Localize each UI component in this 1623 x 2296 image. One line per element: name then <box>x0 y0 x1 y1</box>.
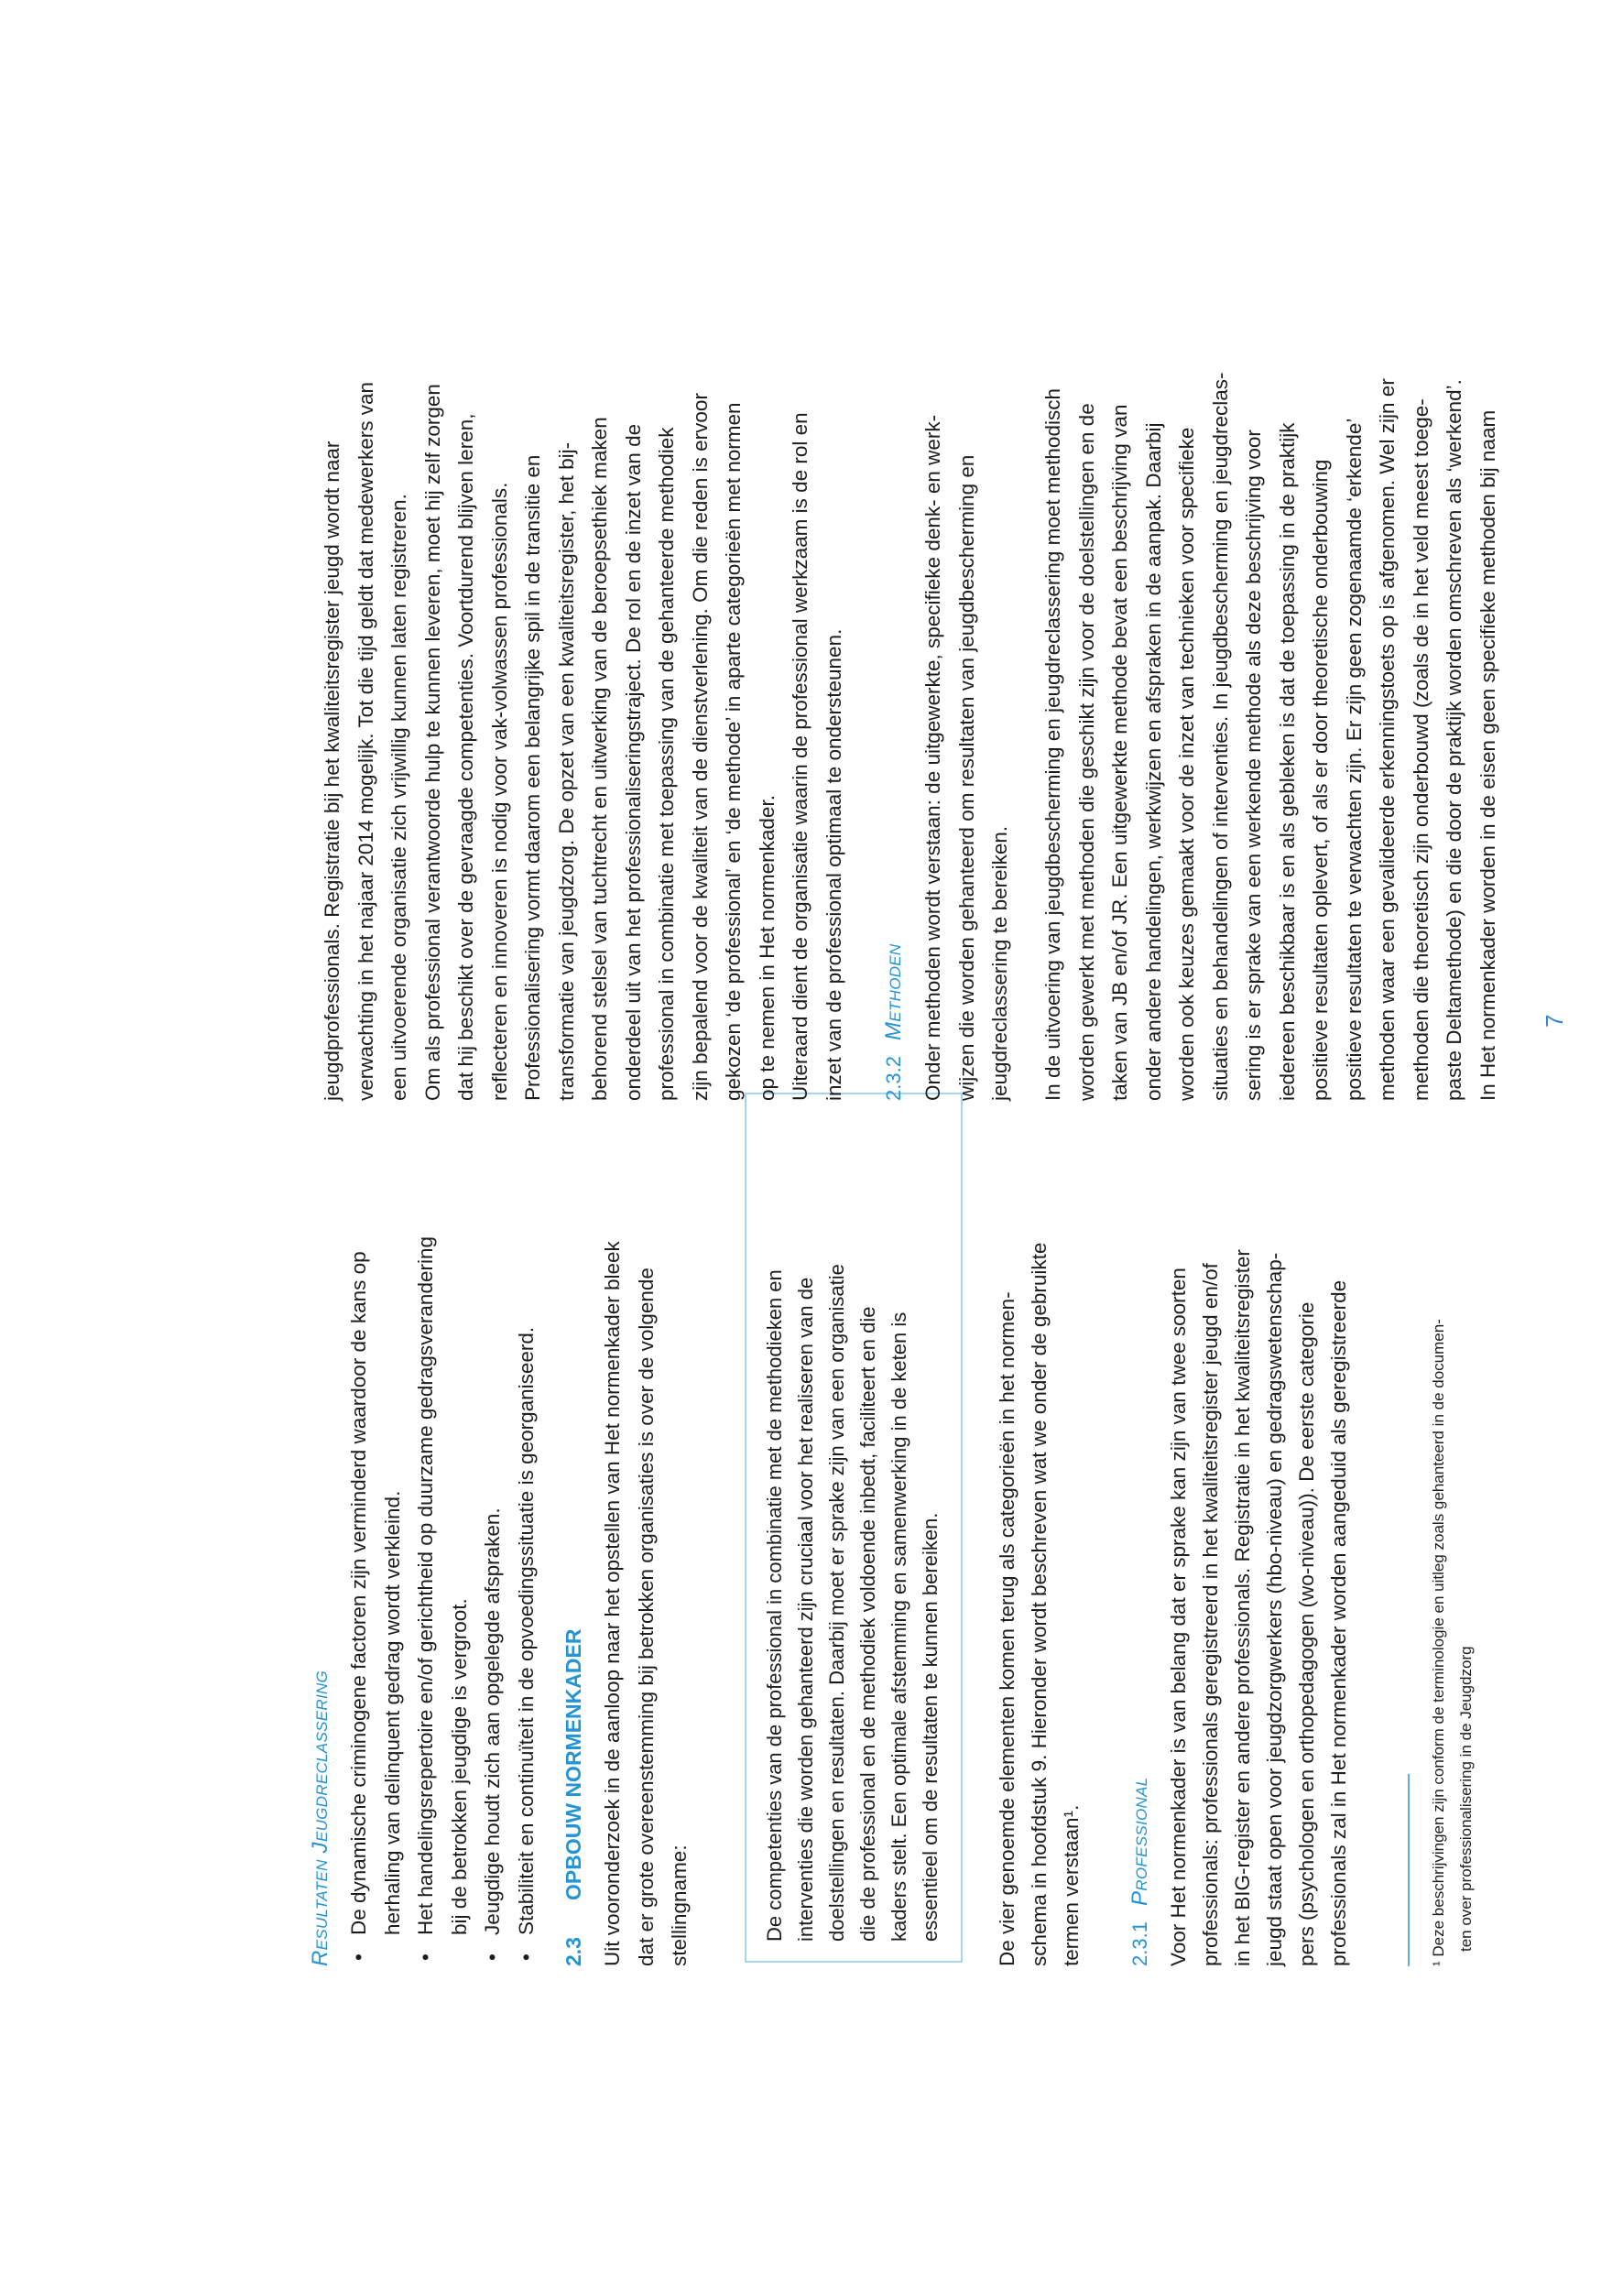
heading-2-3-1 <box>1127 1777 1153 1966</box>
page-number: 7 <box>1541 1014 1568 1028</box>
bullet-line: bij de betrokken jeugdige is vergroot. <box>447 1598 471 1935</box>
body-line: sering is er sprake van een werkende methode als deze beschrijving voor <box>1242 430 1265 1101</box>
box-line: doelstellingen en resultaten. Daarbij moet er sprake zijn van een organisatie <box>825 1264 848 1942</box>
after-box-paragraph <box>991 1243 1087 1966</box>
bullet-line: Jeugdige houdt zich aan opgelegde afspraken. <box>481 1507 504 1935</box>
bullet-item <box>343 1236 376 1966</box>
box-line: interventies die worden gehanteerd zijn cruciaal voor het realiseren van de <box>794 1277 817 1942</box>
body-line: professionals: professionals geregistreerd in het kwaliteitsregister jeugd en/of <box>1199 1263 1222 1966</box>
body-line: methoden waar een gevalideerde erkenningstoets op is afgenomen. Wel zijn er <box>1376 378 1399 1101</box>
body-line: In Het normenkader worden in de eisen geen specifieke methoden bij naam <box>1476 409 1499 1101</box>
body-line: behorend stelsel van tuchtrecht en uitwerking van de beroepsethiek maken <box>588 417 611 1101</box>
body-line: methoden die theoretisch zijn onderbouwd (zoals de in het veld meest toege- <box>1409 398 1432 1101</box>
body-line: verwachting in het najaar 2014 mogelijk. Tot die tijd geldt dat medewerkers van <box>354 381 377 1101</box>
bullet-item <box>376 1236 410 1966</box>
right-paragraph-2 <box>917 415 1018 1101</box>
right-paragraph-3 <box>1037 372 1505 1101</box>
body-line: in het BIG-register en andere professionals. Registratie in het kwaliteitsregister <box>1231 1249 1254 1966</box>
bullet-list <box>343 1236 543 1966</box>
bullet-item <box>409 1236 443 1966</box>
heading-2-3 <box>561 1629 586 1966</box>
heading-number: 2.3.1 <box>1128 1921 1151 1966</box>
footnote-line: ¹ Deze beschrijvingen zijn conform de terminologie en uitleg zoals gehanteerd in de documen- <box>1430 1319 1447 1966</box>
body-line: Om als professional verantwoorde hulp te kunnen leveren, moet hij zelf zorgen <box>420 384 444 1101</box>
body-line: Uiteraard dient de organisatie waarin de professional werkzaam is de rol en <box>789 412 812 1101</box>
body-line: transformatie van jeugdzorg. De opzet van een kwaliteitsregister, het bij- <box>554 441 578 1101</box>
body-line: stellingname: <box>668 1844 691 1966</box>
body-line: onderdeel uit van het professionaliseringstraject. De rol en de inzet van de <box>621 423 645 1101</box>
bullet-line: De dynamische criminogene factoren zijn verminderd waardoor de kans op <box>347 1251 370 1935</box>
body-line: onder andere handelingen, werkwijzen en afspraken in de aanpak. Daarbij <box>1141 422 1165 1101</box>
body-line: pers (psychologen en orthopedagogen (wo-niveau)). De eerste categorie <box>1295 1301 1318 1966</box>
body-line: schema in hoofdstuk 9. Hieronder wordt beschreven wat we onder de gebruikte <box>1028 1242 1051 1966</box>
heading-title: Methoden <box>881 943 906 1040</box>
heading-2-3-2 <box>881 943 907 1101</box>
heading-title: Professional <box>1127 1777 1152 1906</box>
body-line: In de uitvoering van jeugdbescherming en jeugdreclassering moet methodisch <box>1041 388 1064 1101</box>
heading-title: OPBOUW NORMENKADER <box>561 1628 585 1900</box>
body-line: een uitvoerende organisatie zich vrijwillig kunnen laten registreren. <box>387 494 410 1101</box>
box-line: kaders stelt. Een optimale afstemming en samenwerking in de keten is <box>888 1311 910 1942</box>
box-line: De competenties van de professional in combinatie met de methodieken en <box>763 1269 786 1942</box>
box-line: die de professional en de methodiek voldoende inbedt, faciliteert en die <box>856 1306 879 1942</box>
right-paragraph-1 <box>316 382 851 1101</box>
section-heading-resultaten-jeugdreclassering: Resultaten Jeugdreclassering <box>308 1670 332 1966</box>
body-line: op te nemen in Het normenkader. <box>755 795 779 1101</box>
body-line: worden ook keuzes gemaakt voor de inzet van technieken voor specifieke <box>1175 427 1198 1101</box>
body-line: zijn bepalend voor de kwaliteit van de dienstverlening. Om die reden is ervoor <box>688 393 712 1101</box>
bullet-line: herhaling van delinquent gedrag wordt verkleind. <box>380 1490 404 1935</box>
bullet-item <box>510 1236 544 1966</box>
body-line: worden gewerkt met methoden die geschikt zijn voor de doelstellingen en de <box>1074 403 1098 1101</box>
body-line: gekozen ‘de professional’ en ‘de methode’ in aparte categorieën met normen <box>722 402 745 1101</box>
body-line: termen verstaan¹. <box>1060 1804 1083 1966</box>
footnote-line: ten over professionalisering in de Jeugdzorg <box>1457 1646 1475 1952</box>
body-line: iedereen beschikbaar is en als gebleken is dat de toepassing in de praktijk <box>1275 422 1299 1101</box>
body-line: Onder methoden wordt verstaan: de uitgewerkte, specifieke denk- en werk- <box>921 414 944 1101</box>
body-line: situaties en behandelingen of interventies. In jeugdbescherming en jeugdreclas- <box>1208 372 1232 1101</box>
heading-number: 2.3 <box>561 1937 585 1966</box>
heading-number: 2.3.2 <box>882 1056 905 1101</box>
body-line: dat hij beschikt over de gevraagde competenties. Voortdurend blijven leren, <box>454 413 477 1101</box>
box-line: essentieel om de resultaten te kunnen bereiken. <box>919 1512 942 1942</box>
body-line: jeugd staat open voor jeugdzorgwerkers (hbo-niveau) en gedragswetenschap- <box>1263 1252 1286 1966</box>
bullet-icon: • <box>481 1953 504 1961</box>
body-line: jeugdreclassering te bereiken. <box>988 825 1011 1101</box>
body-line: paste Deltamethode) en die door de praktijk worden omschreven als ‘werkend’. <box>1443 379 1465 1101</box>
bullet-icon: • <box>414 1953 437 1961</box>
body-line: positieve resultaten oplevert, of als er door theoretische onderbouwing <box>1309 459 1332 1101</box>
body-line: wijzen die worden gehanteerd om resultaten van jeugdbescherming en <box>954 454 978 1101</box>
body-line: De vier genoemde elementen komen terug als categorieën in het normen- <box>996 1291 1018 1966</box>
body-line: Voor Het normenkader is van belang dat er sprake kan zijn van twee soorten <box>1167 1268 1190 1966</box>
body-line: professionals zal in Het normenkader worden aangeduid als geregistreerde <box>1327 1279 1350 1966</box>
body-line: jeugdprofessionals. Registratie bij het kwaliteitsregister jeugd wordt naar <box>321 441 343 1101</box>
statement-box <box>745 1093 963 1963</box>
intro-paragraph <box>596 1241 697 1966</box>
bullet-item <box>476 1236 510 1966</box>
footnote-rule <box>1408 1774 1410 1966</box>
body-line: inzet van de professional optimaal te ondersteunen. <box>822 628 845 1101</box>
footnote <box>1425 1319 1480 1966</box>
bullet-icon: • <box>347 1953 370 1961</box>
bullet-line: Het handelingsrepertoire en/of gerichtheid op duurzame gedragsverandering <box>414 1236 437 1935</box>
bullet-icon: • <box>514 1953 538 1961</box>
bullet-line: Stabiliteit en continuïteit in de opvoedingssituatie is georganiseerd. <box>514 1326 538 1935</box>
body-line: taken van JB en/of JR. Een uitgewerkte methode bevat een beschrijving van <box>1108 404 1131 1101</box>
body-line: positieve resultaten te verwachten zijn. Er zijn geen zogenaamde ‘erkende’ <box>1342 418 1366 1101</box>
body-line: Uit vooronderzoek in de aanloop naar het opstellen van Het normenkader bleek <box>601 1241 624 1966</box>
professional-paragraph <box>1162 1249 1355 1966</box>
body-line: professional in combinatie met toepassing van de gehanteerde methodiek <box>655 427 678 1101</box>
bullet-item <box>443 1236 477 1966</box>
body-line: reflecteren en innoveren is nodig voor vak-volwassen professionals. <box>487 482 511 1101</box>
body-line: dat er grote overeenstemming bij betrokken organisaties is over de volgende <box>634 1268 658 1966</box>
body-line: Professionalisering vormt daarom een belangrijke spil in de transitie en <box>521 454 544 1101</box>
